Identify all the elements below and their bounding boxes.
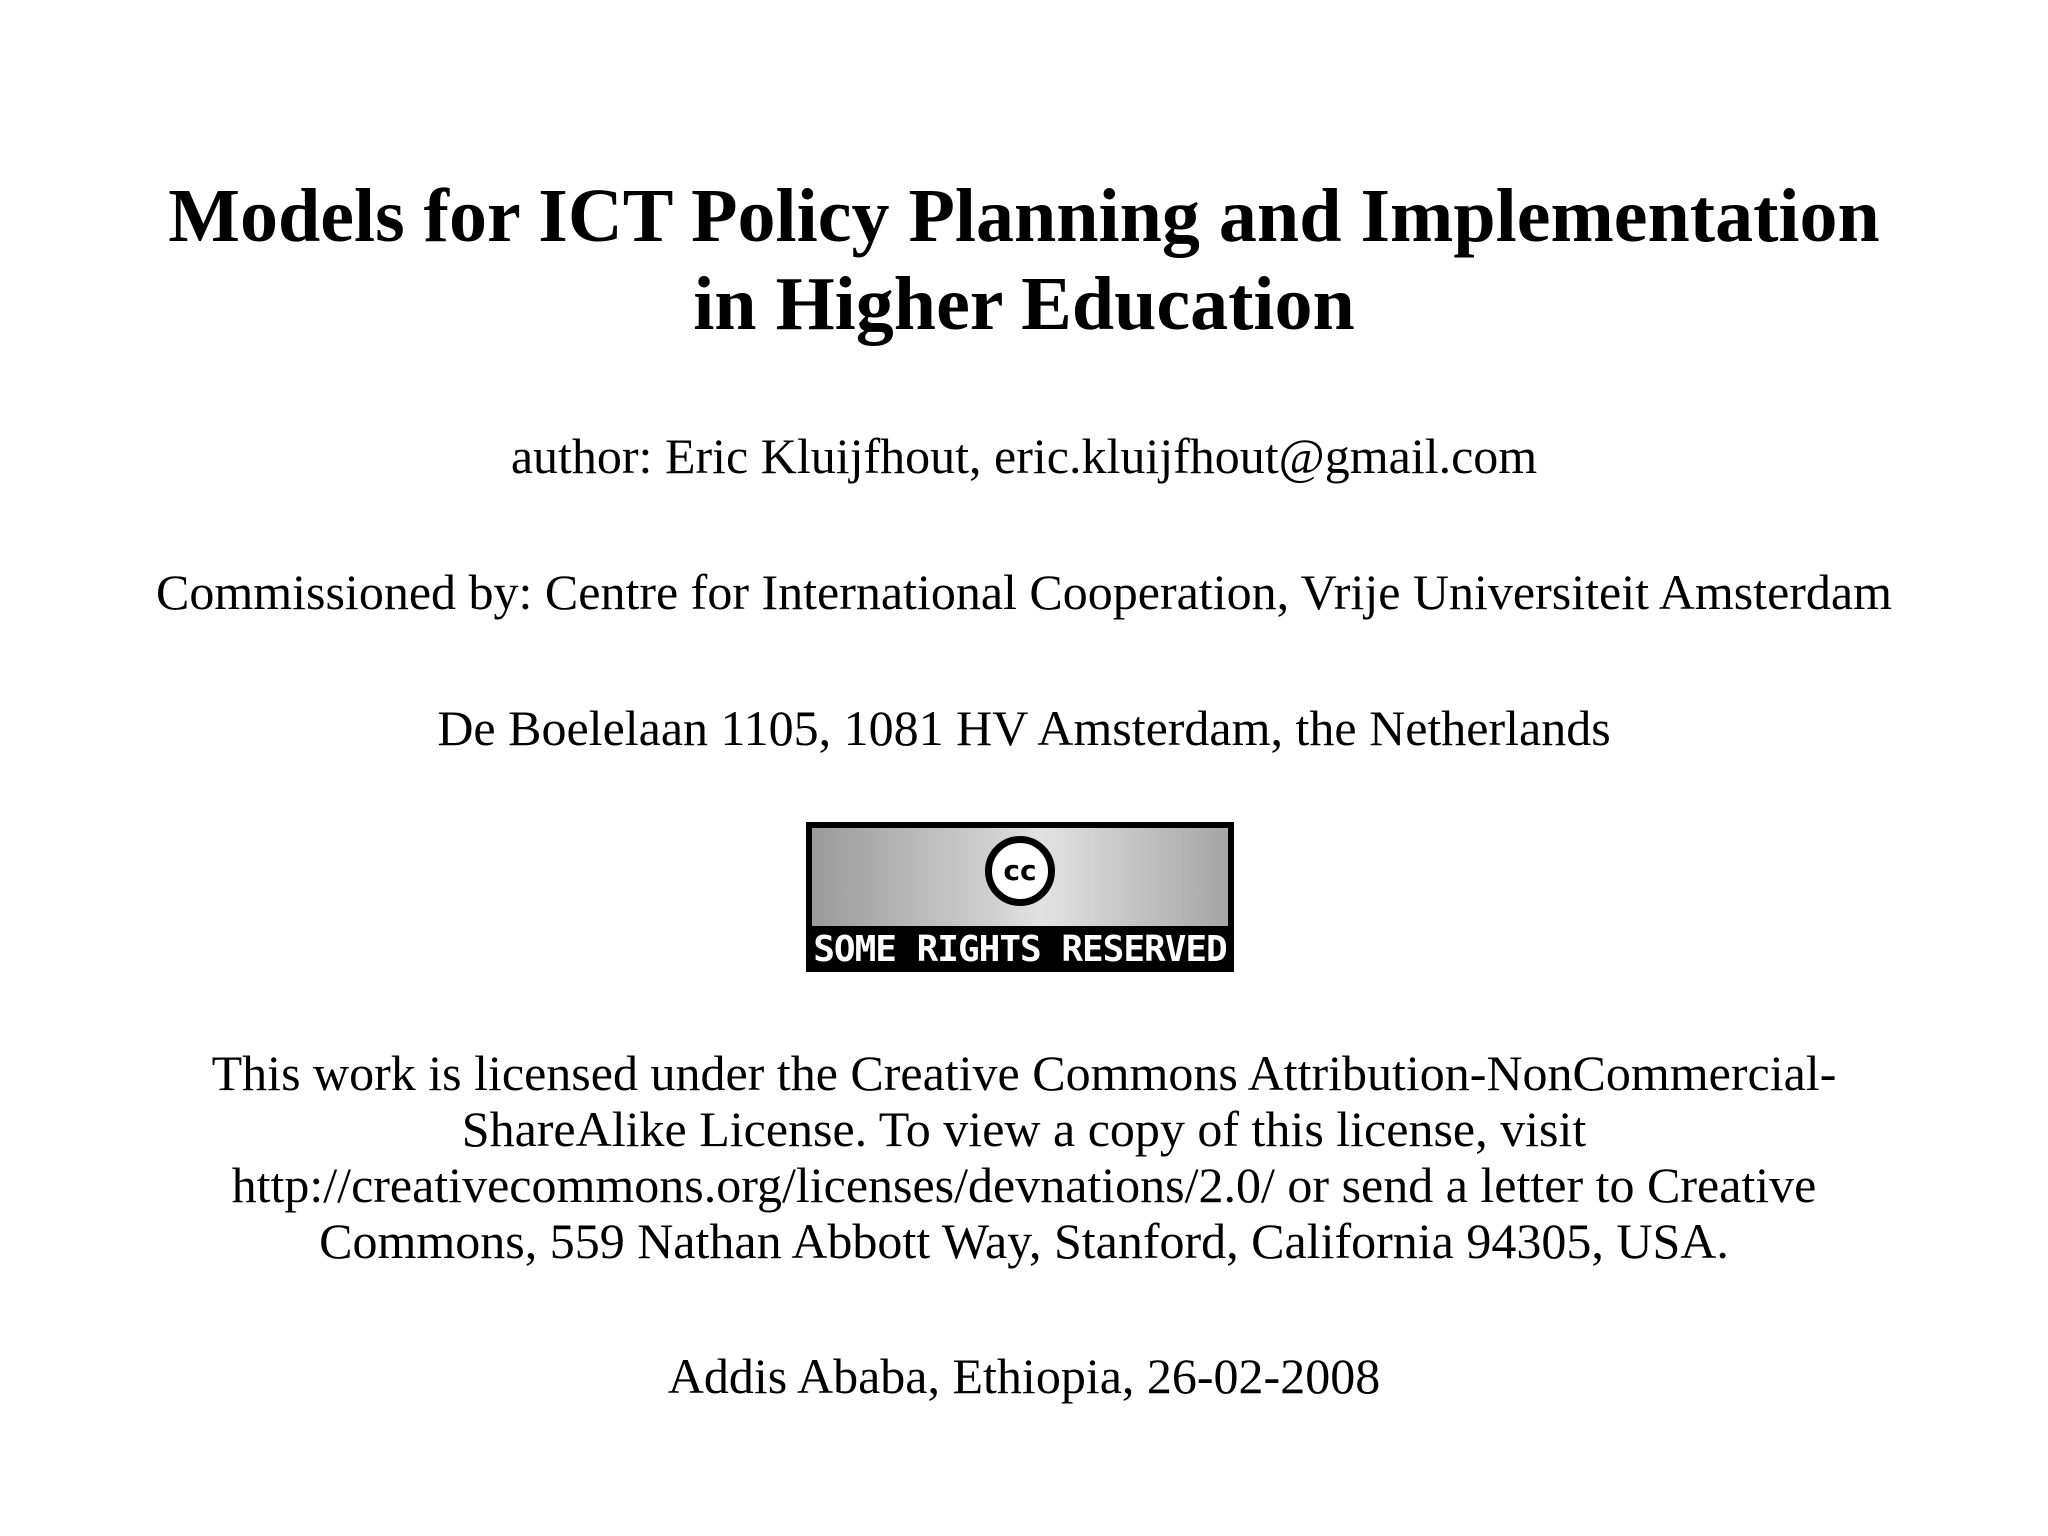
address-line: De Boelelaan 1105, 1081 HV Amsterdam, the Netherlands [437,700,1611,756]
author-line: author: Eric Kluijfhout, eric.kluijfhout@gmail.com [510,428,1538,484]
license-line-3: http://creativecommons.org/licenses/devnations/2.0/ or send a letter to Creative [231,1157,1817,1213]
cc-logo-text: cc [1003,854,1037,887]
license-paragraph [0,1045,2048,1269]
license-line-4: Commons, 559 Nathan Abbott Way, Stanford, California 94305, USA. [319,1213,1729,1269]
document-title [0,172,2048,348]
cc-license-badge[interactable] [806,822,1234,972]
place-date-line: Addis Ababa, Ethiopia, 26-02-2008 [667,1348,1381,1404]
title-line-1: Models for ICT Policy Planning and Implementation [168,174,1880,258]
license-line-1: This work is licensed under the Creative Commons Attribution-NonCommercial- [211,1045,1837,1101]
cc-badge-background [812,828,1228,926]
some-rights-reserved-label: SOME RIGHTS RESERVED [813,929,1227,970]
commissioned-by-line: Commissioned by: Centre for International Cooperation, Vrije Universiteit Amsterdam [155,564,1892,620]
license-line-2: ShareAlike License. To view a copy of this license, visit [461,1101,1587,1157]
creative-commons-icon [985,836,1055,906]
title-line-2: in Higher Education [693,262,1355,346]
